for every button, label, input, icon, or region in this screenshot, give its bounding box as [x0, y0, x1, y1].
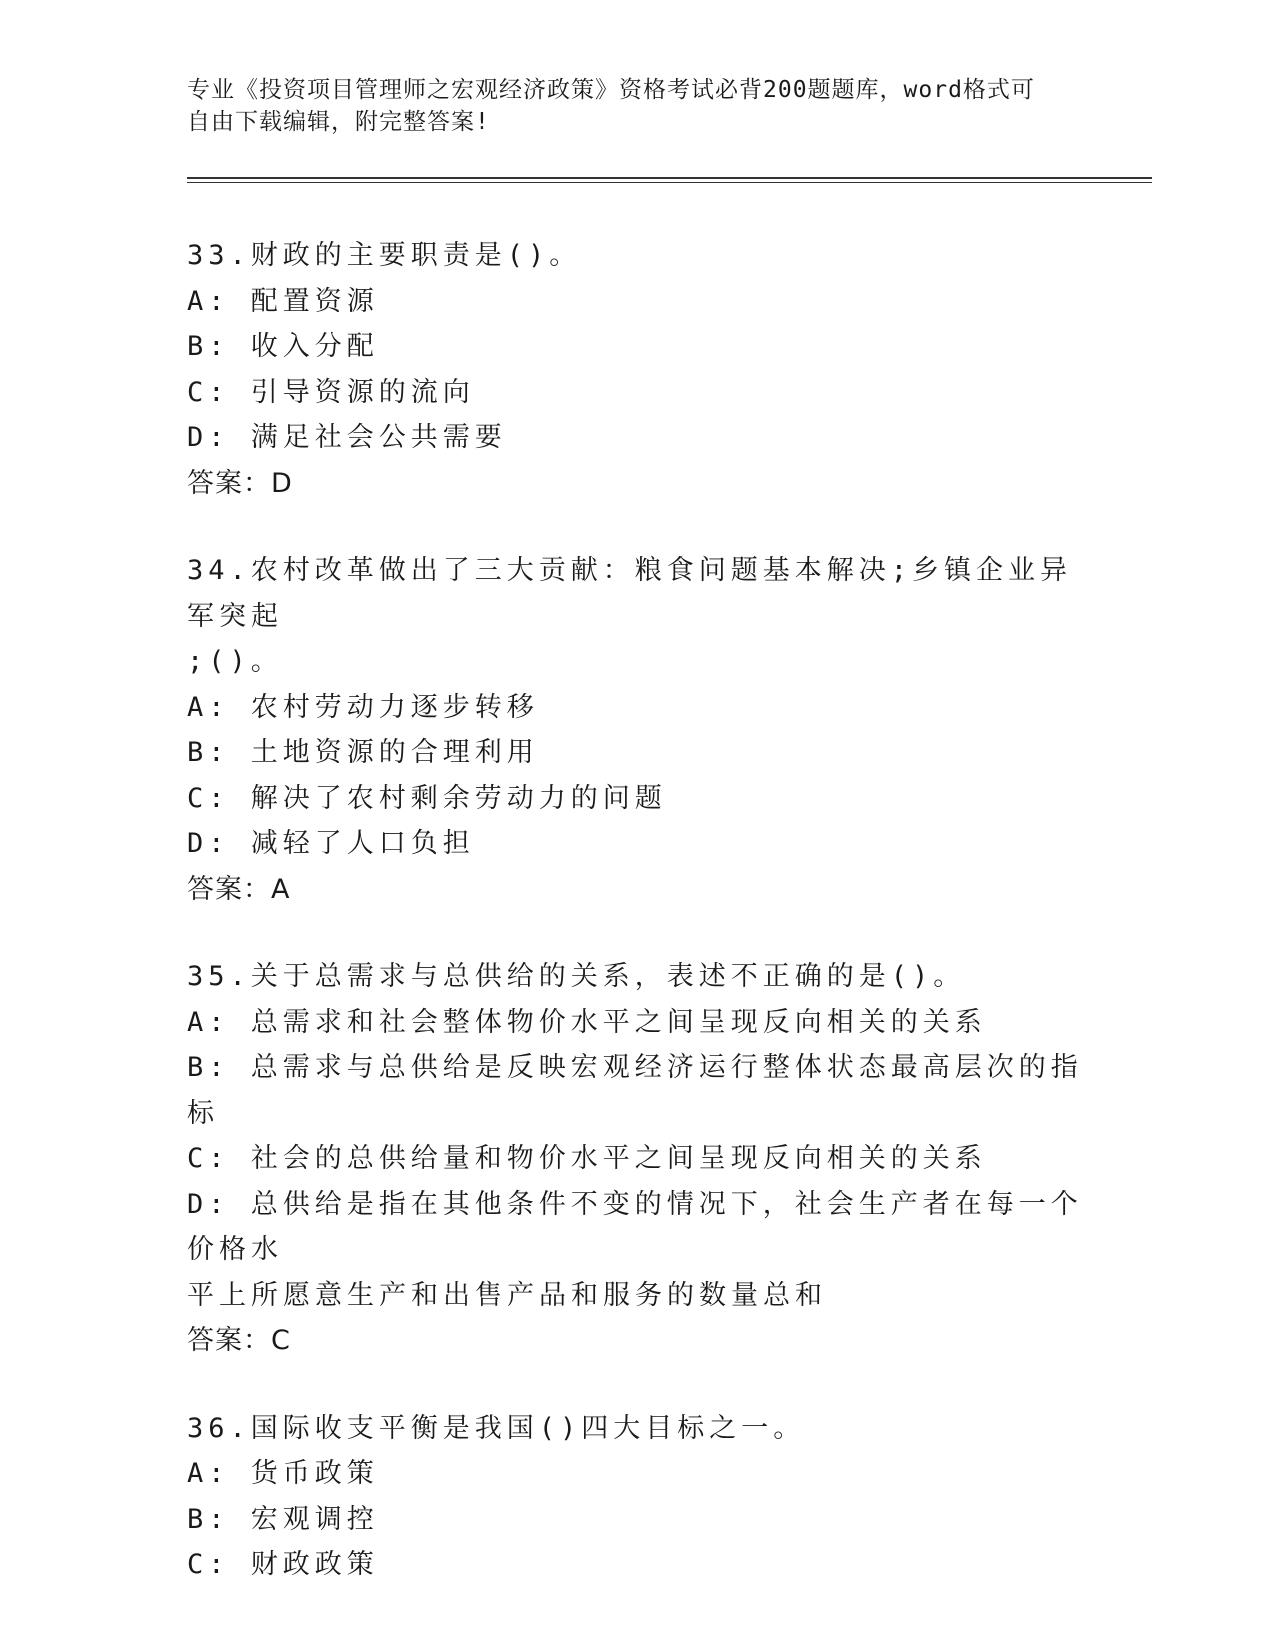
option-c: C: 引导资源的流向: [187, 376, 475, 408]
answer: 答案：C: [187, 1325, 291, 1356]
option-d-line-2: 平上所愿意生产和出售产品和服务的数量总和: [187, 1279, 827, 1311]
header-divider-thick: [187, 177, 1152, 179]
option-d: D: 减轻了人口负担: [187, 828, 475, 859]
option-a: A: 农村劳动力逐步转移: [187, 691, 539, 723]
option-b: B: 宏观调控: [187, 1503, 379, 1535]
option-c: C: 解决了农村剩余劳动力的问题: [187, 782, 667, 814]
option-a: A: 总需求和社会整体物价水平之间呈现反向相关的关系: [187, 1006, 987, 1038]
question-stem: 33.财政的主要职责是()。: [187, 240, 582, 271]
option-c: C: 社会的总供给量和物价水平之间呈现反向相关的关系: [187, 1143, 987, 1174]
option-a: A: 配置资源: [187, 285, 379, 317]
question-stem-line-2: ;()。: [187, 646, 283, 677]
question-36: [187, 1406, 1087, 1588]
question-35: [187, 954, 1087, 1364]
question-list: [187, 233, 1087, 1630]
answer: 答案：A: [187, 873, 291, 905]
header-divider-thin: [187, 182, 1152, 183]
question-33: [187, 233, 1087, 506]
question-34: [187, 548, 1087, 912]
question-stem: 36.国际收支平衡是我国()四大目标之一。: [187, 1412, 806, 1444]
document-header: [187, 74, 1067, 138]
option-c: C: 财政政策: [187, 1549, 379, 1580]
option-b: B: 土地资源的合理利用: [187, 737, 539, 768]
question-stem-line-1: 34.农村改革做出了三大贡献：粮食问题基本解决;乡镇企业异军突起: [187, 555, 1073, 632]
option-a: A: 货币政策: [187, 1458, 379, 1489]
header-line-1: 专业《投资项目管理师之宏观经济政策》资格考试必背200题题库，word格式可: [187, 77, 1035, 103]
header-line-2: 自由下载编辑，附完整答案!: [187, 109, 490, 135]
option-d: D: 满足社会公共需要: [187, 422, 507, 453]
question-stem: 35.关于总需求与总供给的关系，表述不正确的是()。: [187, 961, 966, 992]
option-b: B: 收入分配: [187, 331, 379, 362]
option-b: B: 总需求与总供给是反映宏观经济运行整体状态最高层次的指标: [187, 1052, 1083, 1129]
option-d-line-1: D: 总供给是指在其他条件不变的情况下，社会生产者在每一个价格水: [187, 1188, 1083, 1265]
answer: 答案：D: [187, 467, 293, 499]
